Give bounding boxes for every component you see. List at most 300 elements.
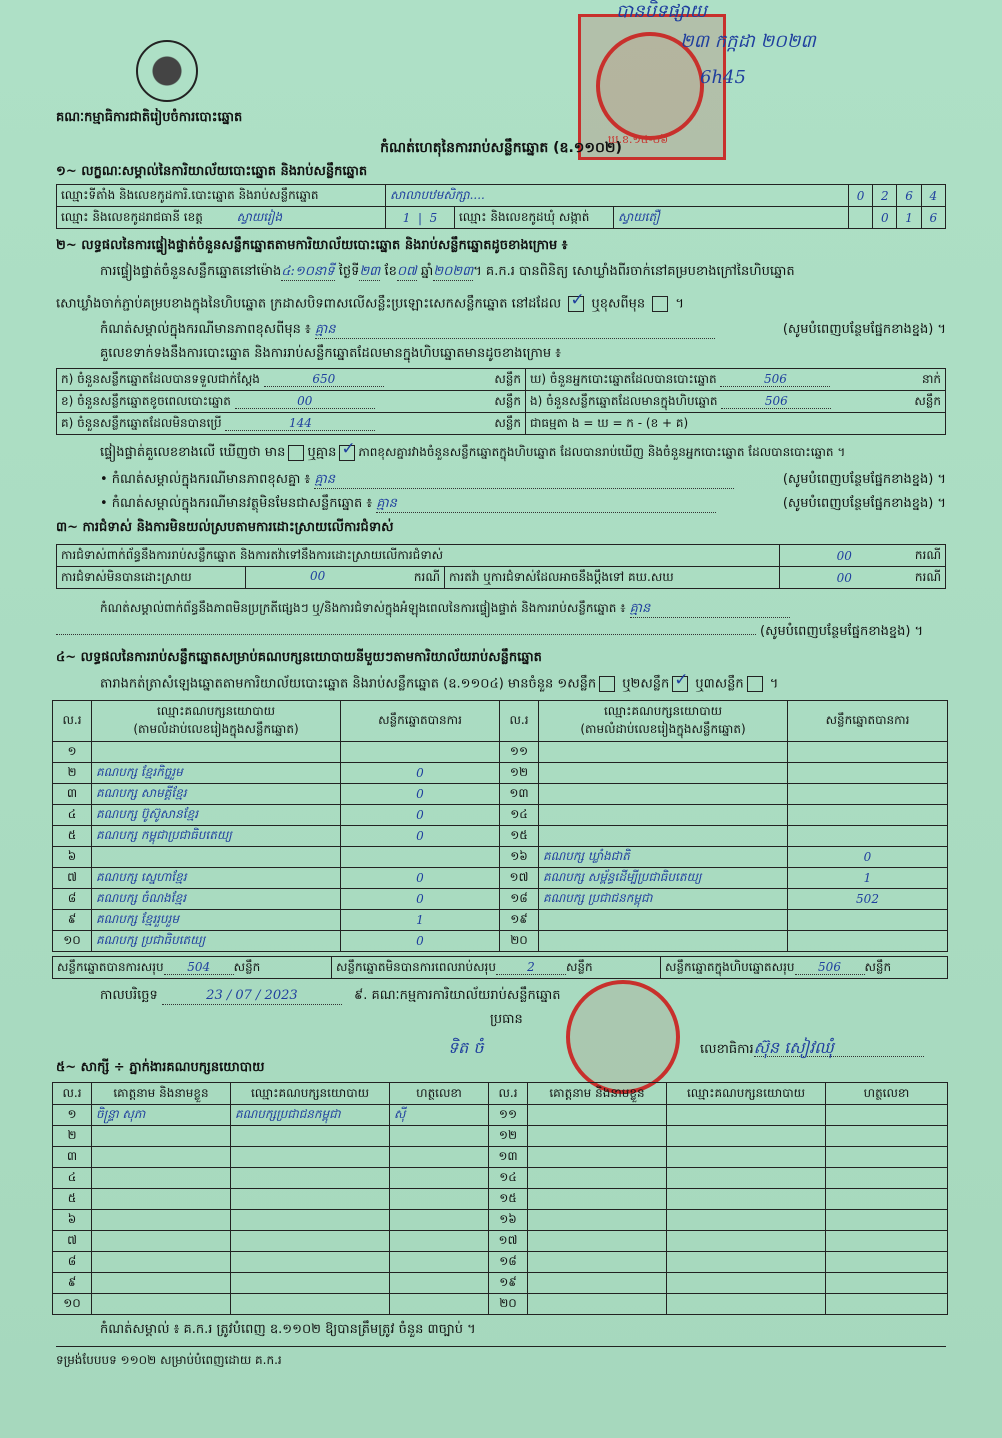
appeal-label: ការតវ៉ា ឬការជំទាស់ដែលអាចនឹងប្តឹងទៅ គឃ.សឃ [445,567,780,589]
bullet-2-hint: (សូមបំពេញបន្ថែមផ្នែកខាងខ្នង) ។ [782,496,946,511]
committee-name: គណៈកម្មាធិការជាតិរៀបចំការបោះឆ្នោត [56,110,243,125]
figures-intro: គួលេខទាក់ទងនឹងការបោះឆ្នោត និងការរាប់សន្លឹកឆ្នោតដែលមានក្នុងហិបឆ្នោតមានដូចខាងក្រោម ៖ [100,346,561,361]
figure-d-label: ឃ) ចំនួនអ្នកបោះឆ្នោតដែលបានបោះឆ្នោត [530,371,717,386]
witness-col-sign: ហត្ថលេខា [390,1083,489,1105]
witness-row [53,1252,948,1273]
witness-party [667,1231,826,1252]
witness-name [92,1126,231,1147]
witness-no: ៩ [53,1273,92,1294]
form-note: ទម្រង់បែបបទ ១១០២ សម្រាប់បំពេញដោយ គ.ក.រ [56,1353,282,1367]
section-5-title: ៥~ សាក្សី ÷ ភ្នាក់ងារគណបក្សនយោបាយ [56,1060,265,1075]
witness-party [231,1273,390,1294]
witness-col-no: ល.រ [53,1083,92,1105]
footer-divider [56,1346,946,1347]
discrepancy-text-c: ភាពខុសគ្នារវាងចំនួនសន្លឹកឆ្នោតក្នុងហិបឆ្នោត ដែលបានរាប់ឃើញ និងចំនួនអ្នកបោះឆ្នោត ដែលបានបោះឆ្នោត ។ [358,445,846,459]
province-label-text: ឈ្មោះ និងលេខកូដរាជធានី ខេត្ត [61,209,203,224]
result-row [53,805,948,826]
figure-e-cell [526,391,946,413]
witness-signature [826,1231,948,1252]
result-party [92,847,341,868]
form-title: កំណត់ហេតុនៃការរាប់សន្លឹកឆ្នោត (ឧ.១១០២) [380,140,622,156]
section-1-title: ១~ លក្ខណៈសម្គាល់នៃការិយាល័យបោះឆ្នោត និងរាប់សន្លឹកឆ្នោត [56,164,368,179]
result-party: គណបក្ស ឃ្លាំងជាតិ [539,847,788,868]
tally-intro: តារាងកត់ត្រាសំឡេងឆ្នោតតាមការិយាល័យបោះឆ្នោត និងរាប់សន្លឹកឆ្នោត (ឧ.១១០៤) មានចំនួន ១សន្លឹក [100,676,597,692]
witness-row [53,1105,948,1126]
result-no: ៧ [53,868,92,889]
figure-c-cell [57,413,526,435]
results-col-no: ល.រ [53,701,92,742]
figure-b-value: 00 [235,394,375,409]
result-no: ៩ [53,910,92,931]
total-box-value: 506 [795,960,865,975]
result-party: គណបក្ស ខ្មែរកិច្ចរួម [92,763,341,784]
witness-name [528,1147,667,1168]
verification-year: ២០២៣ [433,264,474,279]
total-invalid-unit: សន្លឹក [565,959,593,974]
witness-signature [826,1294,948,1315]
result-no: ១៥ [500,826,539,847]
results-col-party-2 [539,701,788,742]
location-value: សាលាបឋមសិក្សា.... [386,185,849,207]
discrepancy-line [100,444,845,461]
result-no: ១៨ [500,889,539,910]
seal-text: សោឃ្លាំងចាក់ភ្ជាប់គម្របខាងក្នុងនៃហិបឆ្នោត ក្រដាសបិទពាសលើសន្លឹះប្រឡោះសេកសន្លឹកឆ្នោត នៅដដែល [56,296,562,312]
witness-party [667,1168,826,1189]
witness-row [53,1168,948,1189]
irregularity-dotted-line [56,634,756,635]
witness-row [53,1126,948,1147]
results-table [52,700,948,952]
results-col-party-sub: (តាមលំដាប់លេខរៀងក្នុងសន្លឹកឆ្នោត) [133,722,299,736]
witness-table [52,1082,948,1315]
objection-related-value: 00 [780,545,909,567]
witness-signature [826,1168,948,1189]
irregularity-note [100,600,946,618]
result-no: ៤ [53,805,92,826]
verification-day: ២៣ [359,264,381,279]
witness-row [53,1189,948,1210]
result-no: ៥ [53,826,92,847]
bullet-1-hint: (សូមបំពេញបន្ថែមផ្នែកខាងខ្នង) ។ [782,472,946,487]
footer-note: កំណត់សម្គាល់ ៖ គ.ក.រ ត្រូវបំពេញ ឧ.១១០២ ឱ្យបានត្រឹមត្រូវ ចំនួន ៣ច្បាប់ ។ [100,1322,476,1337]
change-note-line [100,322,946,339]
figure-c-value: 144 [225,416,375,431]
unresolved-value: 00 [310,568,326,583]
result-votes: 502 [788,889,948,910]
section-2-title: ២~ លទ្ធផលនៃការផ្ទៀងផ្ទាត់ចំនួនសន្លឹកឆ្នោតតាមការិយាល័យបោះឆ្នោត និងរាប់សន្លឹកឆ្នោតដូចខាងក្រោម ៖ [56,238,568,253]
irregularity-note-value: គ្មាន [630,601,790,618]
commune-label: ឈ្មោះ និងលេខកូដឃុំ សង្កាត់ [455,207,614,229]
witness-signature [826,1126,948,1147]
secretary-label: លេខាធិការ [700,1042,754,1057]
formula-cell: ជាធម្មតា ង = ឃ = ក - (ខ + គ) [526,413,946,435]
three-sheet-checkbox[interactable] [747,676,763,692]
witness-party [231,1189,390,1210]
result-votes: 0 [341,826,500,847]
witness-name [528,1294,667,1315]
result-no: ១៦ [500,847,539,868]
result-no: ១ [53,742,92,763]
witness-no: ៦ [53,1210,92,1231]
result-votes [788,805,948,826]
section-1-table [56,184,946,229]
result-party: គណបក្ស ប្រជាធិបតេយ្យ [92,931,341,952]
bullet-1-label: • កំណត់សម្គាល់ក្នុងករណីមានភាពខុសគ្នា ៖ [100,472,311,487]
bullet-2-value: គ្មាន [376,496,716,513]
figure-a-cell [57,369,526,391]
witness-name [528,1231,667,1252]
location-label: ឈ្មោះទីតាំង និងលេខកូដការិ.បោះឆ្នោត និងរាប់សន្លឹកឆ្នោត [57,185,386,207]
figure-c-unit: សន្លឹក [494,415,521,430]
witness-signature [390,1231,489,1252]
witness-signature [390,1126,489,1147]
month-label: ខែ [384,264,397,279]
result-party [539,763,788,784]
figure-c-label: គ) ចំនួនសន្លឹកឆ្នោតដែលមិនបានប្រើ [61,415,222,430]
result-votes [788,784,948,805]
bullet-1-line [100,472,946,489]
official-seal-bottom [566,980,680,1094]
result-votes: 0 [341,889,500,910]
witness-no: ៣ [53,1147,92,1168]
results-col-party [92,701,341,742]
witness-no: ៤ [53,1168,92,1189]
witness-signature [390,1252,489,1273]
result-votes [788,742,948,763]
witness-no: ៥ [53,1189,92,1210]
witness-party [667,1189,826,1210]
one-sheet-checkbox[interactable] [599,676,615,692]
figure-b-cell [57,391,526,413]
commune-code-1: 0 [873,207,897,229]
result-party: គណបក្ស កម្ពុជាប្រជាធិបតេយ្យ [92,826,341,847]
result-party: គណបក្ស ប៊ូស៊ូសានខ្មែរ [92,805,341,826]
witness-signature [390,1273,489,1294]
witness-no: ១ [53,1105,92,1126]
verification-rest: ។ គ.ក.រ បានពិនិត្យ សោឃ្លាំងពីរចាក់នៅគម្របខាងក្រៅនៃហិបឆ្នោត [473,264,795,279]
witness-signature [826,1273,948,1294]
result-row [53,763,948,784]
result-no: ៨ [53,889,92,910]
objection-related-unit: ករណី [908,545,945,567]
witness-name [92,1231,231,1252]
witness-signature [826,1210,948,1231]
section-3-title: ៣~ ការជំទាស់ និងការមិនយល់ស្របតាមការដោះស្រាយលើការជំទាស់ [56,520,394,535]
witness-body [53,1105,948,1315]
secretary-line [700,1040,924,1058]
result-votes [788,910,948,931]
figure-a-value: 650 [264,372,384,387]
witness-no: ១៣ [489,1147,528,1168]
province-label [57,207,386,229]
location-code-4: 4 [921,185,945,207]
result-party [539,910,788,931]
figure-b-unit: សន្លឹក [494,393,521,408]
result-row [53,910,948,931]
verification-text: ការផ្ទៀងផ្ទាត់ចំនួនសន្លឹកឆ្នោតនៅម៉ោង [100,264,282,279]
location-code-2: 2 [873,185,897,207]
witness-col-party: ឈ្មោះគណបក្សនយោបាយ [231,1083,390,1105]
commune-value: ស្វាយតឿ [614,207,849,229]
total-box-cell [661,957,948,979]
three-sheet-label: ឬ៣សន្លឹក [695,676,744,692]
changed-label: ឬខុសពីមុន [591,296,646,312]
result-no: ៣ [53,784,92,805]
witness-name [92,1210,231,1231]
objection-related-label: ការជំទាស់ពាក់ព័ន្ធនឹងការរាប់សន្លឹកឆ្នោត និងការតវ៉ាទៅនឹងការដោះស្រាយលើការជំទាស់ [57,545,780,567]
witness-signature [826,1252,948,1273]
result-party [539,805,788,826]
witness-no: ២០ [489,1294,528,1315]
result-votes [341,847,500,868]
witness-party [667,1105,826,1126]
results-col-party-title: ឈ្មោះគណបក្សនយោបាយ [156,704,276,718]
total-valid-cell [53,957,332,979]
result-votes: 1 [788,868,948,889]
figure-e-unit: សន្លឹក [914,393,941,408]
witness-party [667,1252,826,1273]
result-party: គណបក្ស សាមគ្គីខ្មែរ [92,784,341,805]
results-col-votes-2: សន្លឹកឆ្នោតបានការ [788,701,948,742]
witness-no: ៨ [53,1252,92,1273]
result-row [53,868,948,889]
witness-no: ១៥ [489,1189,528,1210]
commune-code-2: 1 [897,207,921,229]
result-no: ២០ [500,931,539,952]
irregularity-hint: (សូមបំពេញបន្ថែមផ្នែកខាងខ្នង) ។ [760,624,924,639]
discrepancy-text-a: ផ្ទៀងផ្ទាត់គួលេខខាងលើ ឃើញថា មាន [100,445,286,460]
unchanged-checkbox[interactable] [568,296,584,312]
discrepancy-text-b: ឬគ្មាន [307,445,337,460]
seal-code: ឃ.ខ.១៥-០៦ [608,133,669,146]
witness-no: ១៨ [489,1252,528,1273]
result-party: គណបក្ស សម្ព័ន្ធដើម្បីប្រជាធិបតេយ្យ [539,868,788,889]
witness-signature: ស៊ី [390,1105,489,1126]
figures-table [56,368,946,435]
result-no: ១១ [500,742,539,763]
figure-b-label: ខ) ចំនួនសន្លឹកឆ្នោតខូចពេលបោះឆ្នោត [61,393,231,408]
secretary-signature: ស៊ុន សៀវឈុំ [754,1040,924,1057]
change-note-label: កំណត់សម្គាល់ក្នុងករណីមានភាពខុសពីមុន ៖ [100,322,311,337]
result-votes [788,826,948,847]
location-code-1: 0 [848,185,872,207]
witness-signature [826,1147,948,1168]
witness-row [53,1231,948,1252]
two-sheet-label: ឬ២សន្លឹក [622,676,670,692]
province-code-1: 1 [402,210,411,225]
witness-no: ១៩ [489,1273,528,1294]
two-sheet-checkbox[interactable] [672,676,688,692]
witness-name [528,1189,667,1210]
witness-row [53,1294,948,1315]
tally-sheet-line: តារាងកត់ត្រាសំឡេងឆ្នោតតាមការិយាល័យបោះឆ្នោត និងរាប់សន្លឹកឆ្នោត (ឧ.១១០៤) មានចំនួន ១សន្លឹក ឬ២សន្លឹក✓ ឬ៣សន្លឹក ។ [100,676,778,693]
witness-col-sign-2: ហត្ថលេខា [826,1083,948,1105]
witness-party [667,1273,826,1294]
chair-signature: ទិត ចំ [448,1038,484,1057]
result-no: ១៤ [500,805,539,826]
witness-col-name: គោត្តនាម និងនាមខ្លួន [92,1083,231,1105]
result-no: ១៣ [500,784,539,805]
result-party: គណបក្ស ស្នេហាខ្មែរ [92,868,341,889]
totals-table [52,956,948,979]
posted-note: បានបិទផ្សាយ [616,1,707,22]
result-row [53,847,948,868]
witness-party [231,1147,390,1168]
witness-signature [390,1210,489,1231]
witness-no: ១៦ [489,1210,528,1231]
result-party: គណបក្ស ខ្មែររួបរួម [92,910,341,931]
witness-party [231,1210,390,1231]
result-row [53,931,948,952]
witness-no: ៧ [53,1231,92,1252]
witness-party: គណបក្សប្រជាជនកម្ពុជា [231,1105,390,1126]
result-no: ៦ [53,847,92,868]
date-line [100,988,561,1005]
witness-name [92,1273,231,1294]
result-votes: 0 [788,847,948,868]
witness-col-name-2: គោត្តនាម និងនាមខ្លួន [528,1083,667,1105]
witness-name: ចិន្ទ្រា សុភា [92,1105,231,1126]
witness-party [667,1210,826,1231]
result-votes: 0 [341,868,500,889]
witness-name [92,1168,231,1189]
witness-signature [390,1189,489,1210]
figure-d-unit: នាក់ [921,371,941,386]
witness-name [528,1105,667,1126]
nec-logo [136,40,198,102]
posted-date: ២៣ កក្កដា ២០២៣ [680,31,816,52]
result-party: គណបក្ស ចំណងខ្មែរ [92,889,341,910]
witness-name [92,1189,231,1210]
result-votes [788,763,948,784]
result-no: ១០ [53,931,92,952]
witness-no: ១៤ [489,1168,528,1189]
bullet-1-value: គ្មាន [314,472,734,489]
change-note-value: គ្មាន [315,322,715,339]
posted-time: 6h45 [700,67,746,88]
total-invalid-value: 2 [496,960,566,975]
irregularity-note-label: កំណត់សម្គាល់ពាក់ព័ន្ធនឹងភាពមិនប្រក្រតីផ្សេងៗ ឬ/និងការជំទាស់ក្នុងអំឡុងពេលនៃការផ្ទៀងផ្ទាត់ និងការរាប់សន្លឹកឆ្នោត ៖ [100,601,626,615]
witness-col-no-2: ល.រ [489,1083,528,1105]
figure-d-value: 506 [720,372,830,387]
witness-party [231,1231,390,1252]
unresolved-cell [246,567,445,589]
verification-time: ៤:១០នាទី [281,264,335,279]
result-votes [341,742,500,763]
result-no: ១៩ [500,910,539,931]
objections-table [56,544,946,589]
has-discrepancy-checkbox[interactable] [288,445,304,461]
figure-a-unit: សន្លឹក [494,371,521,386]
result-no: ១៧ [500,868,539,889]
result-party [539,931,788,952]
total-box-label: សន្លឹកឆ្នោតក្នុងហិបឆ្នោតសរុប [665,959,795,974]
result-votes: 0 [341,763,500,784]
location-code-3: 6 [897,185,921,207]
chair-label: ប្រធាន [490,1012,523,1027]
unresolved-unit: ករណី [413,569,440,584]
witness-signature [390,1294,489,1315]
witness-no: ១២ [489,1126,528,1147]
witness-party [231,1252,390,1273]
results-body [53,742,948,952]
witness-row [53,1147,948,1168]
figure-a-label: ក) ចំនួនសន្លឹកឆ្នោតដែលបានទទួលជាក់ស្តែង [61,371,260,386]
result-votes: 0 [341,784,500,805]
results-col-party-title-2: ឈ្មោះគណបក្សនយោបាយ [603,704,723,718]
changed-checkbox[interactable] [652,296,668,312]
witness-name [92,1294,231,1315]
results-col-no-2: ល.រ [500,701,539,742]
appeal-unit: ករណី [908,567,945,589]
results-col-party-sub-2: (តាមលំដាប់លេខរៀងក្នុងសន្លឹកឆ្នោត) [580,722,746,736]
date-value: 23 / 07 / 2023 [162,988,342,1005]
change-note-hint: (សូមបំពេញបន្ថែមផ្នែកខាងខ្នង) ។ [782,322,946,337]
no-discrepancy-checkbox[interactable] [339,445,355,461]
witness-name [92,1252,231,1273]
witness-name [528,1252,667,1273]
figure-e-label: ង) ចំនួនសន្លឹកឆ្នោតដែលមានក្នុងហិបឆ្នោត [530,393,718,408]
witness-no: ១០ [53,1294,92,1315]
result-no: ១២ [500,763,539,784]
witness-name [92,1147,231,1168]
witness-signature [390,1168,489,1189]
province-code-2: 5 [429,210,438,225]
witness-party [667,1294,826,1315]
verification-month: ០៧ [396,264,417,279]
bullet-2-line [100,496,946,513]
result-party [539,742,788,763]
results-col-votes: សន្លឹកឆ្នោតបានការ [341,701,500,742]
figure-e-value: 506 [721,394,831,409]
result-party [539,784,788,805]
witness-no: ១១ [489,1105,528,1126]
witness-col-party-2: ឈ្មោះគណបក្សនយោបាយ [667,1083,826,1105]
section-4-title: ៤~ លទ្ធផលនៃការរាប់សន្លឹកឆ្នោតសម្រាប់គណបក្សនយោបាយនីមួយៗតាមការិយាល័យរាប់សន្លឹកឆ្នោត [56,650,542,665]
province-value: ស្វាយរៀង [236,209,283,224]
year-label: ឆ្នាំ [420,264,434,279]
result-row [53,826,948,847]
witness-signature [826,1189,948,1210]
witness-party [667,1147,826,1168]
appeal-value: 00 [780,567,909,589]
result-row [53,889,948,910]
province-code: 1 | 5 [386,207,455,229]
result-votes: 0 [341,931,500,952]
witness-party [231,1294,390,1315]
witness-party [667,1126,826,1147]
verification-line-2: សោឃ្លាំងចាក់ភ្ជាប់គម្របខាងក្នុងនៃហិបឆ្នោត ក្រដាសបិទពាសលើសន្លឹះប្រឡោះសេកសន្លឹកឆ្នោត នៅដដែល ✓ ឬខុសពីមុន ។ [56,296,684,313]
commune-code-3: 6 [921,207,945,229]
witness-name [528,1126,667,1147]
result-votes: 0 [341,805,500,826]
unresolved-label: ការជំទាស់មិនបានដោះស្រាយ [57,567,246,589]
day-label: ថ្ងៃទី [338,264,360,279]
witness-signature [826,1105,948,1126]
bullet-2-label: • កំណត់សម្គាល់ក្នុងករណីមានវត្ថុមិនមែនជាសន្លឹកឆ្នោត ៖ [100,496,373,511]
result-party [92,742,341,763]
date-label: កាលបរិច្ឆេទ [100,988,158,1003]
result-party [539,826,788,847]
counting-committee-label: ៩. គណៈកម្មការការិយាល័យរាប់សន្លឹកឆ្នោត [354,988,561,1003]
witness-party [231,1168,390,1189]
witness-row [53,1273,948,1294]
result-no: ២ [53,763,92,784]
total-valid-label: សន្លឹកឆ្នោតបានការសរុប [57,959,164,974]
witness-party [231,1126,390,1147]
witness-signature [390,1147,489,1168]
witness-no: ១៧ [489,1231,528,1252]
